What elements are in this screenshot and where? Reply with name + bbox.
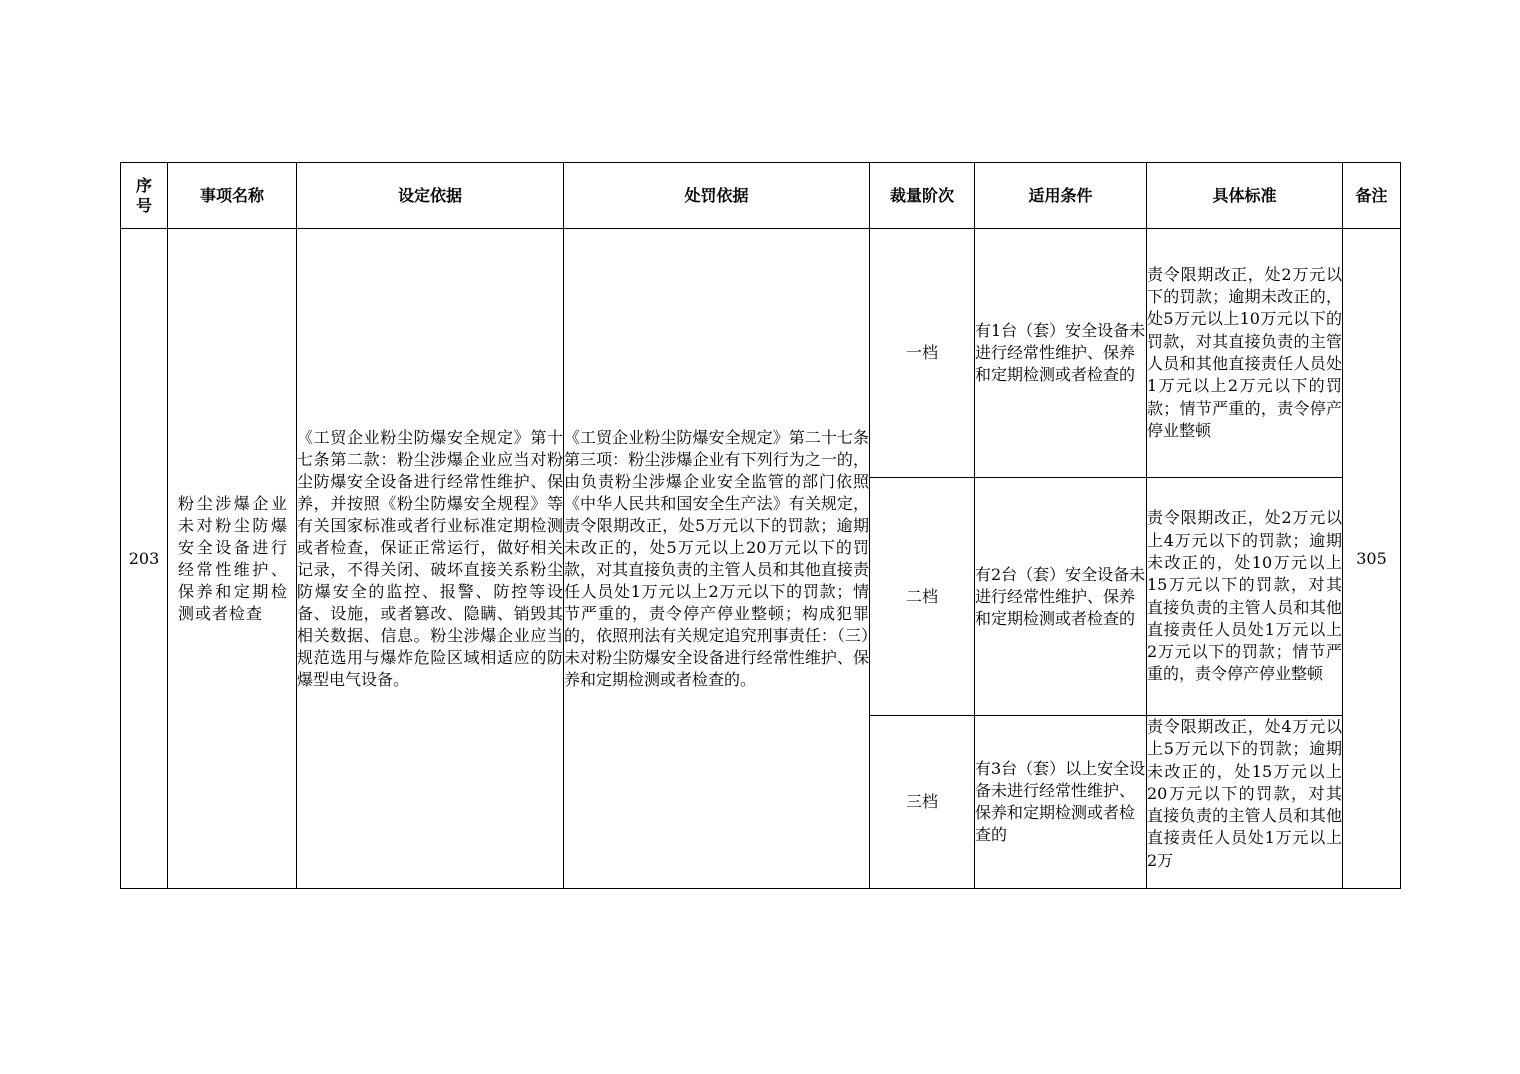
level-cell: 二档 <box>870 478 975 716</box>
penalty-standards-table <box>120 162 1401 889</box>
standard-cell: 责令限期改正，处2万元以下的罚款；逾期未改正的，处5万元以上10万元以下的罚款，对其直接负责的主管人员和其他直接责任人员处1万元以上2万元以下的罚款；情节严重的，责令停产停业整顿 <box>1147 229 1343 478</box>
serial-cell: 203 <box>121 229 168 889</box>
header-condition: 适用条件 <box>975 163 1147 229</box>
header-standard: 具体标准 <box>1147 163 1343 229</box>
header-remark: 备注 <box>1343 163 1401 229</box>
remark-cell: 305 <box>1343 229 1401 889</box>
condition-cell: 有1台（套）安全设备未进行经常性维护、保养和定期检测或者检查的 <box>975 229 1147 478</box>
basis-setting-cell: 《工贸企业粉尘防爆安全规定》第十七条第二款：粉尘涉爆企业应当对粉尘防爆安全设备进行经常性维护、保养，并按照《粉尘防爆安全规程》等有关国家标准或者行业标准定期检测或者检查，保证正常运行，做好相关记录，不得关闭、破坏直接关系粉尘防爆安全的监控、报警、防控等设备、设施，或者篡改、隐瞒、销毁其相关数据、信息。粉尘涉爆企业应当规范选用与爆炸危险区域相适应的防爆型电气设备。 <box>297 229 564 889</box>
table-row <box>121 229 1401 478</box>
standard-cell: 责令限期改正，处2万元以上4万元以下的罚款；逾期未改正的，处10万元以上15万元以下的罚款，对其直接负责的主管人员和其他直接责任人员处1万元以上2万元以下的罚款；情节严重的，责令停产停业整顿 <box>1147 478 1343 716</box>
header-row <box>121 163 1401 229</box>
header-item-name: 事项名称 <box>168 163 297 229</box>
header-serial: 序号 <box>121 163 168 229</box>
condition-cell: 有3台（套）以上安全设备未进行经常性维护、保养和定期检测或者检查的 <box>975 716 1147 889</box>
condition-cell: 有2台（套）安全设备未进行经常性维护、保养和定期检测或者检查的 <box>975 478 1147 716</box>
header-basis-penalty: 处罚依据 <box>564 163 870 229</box>
level-cell: 三档 <box>870 716 975 889</box>
standard-cell: 责令限期改正，处4万元以上5万元以下的罚款；逾期未改正的，处15万元以上20万元以下的罚款，对其直接负责的主管人员和其他直接责任人员处1万元以上2万 <box>1147 716 1343 889</box>
basis-penalty-cell: 《工贸企业粉尘防爆安全规定》第二十七条第三项：粉尘涉爆企业有下列行为之一的，由负责粉尘涉爆企业安全监管的部门依照《中华人民共和国安全生产法》有关规定，责令限期改正，处5万元以下的罚款；逾期未改正的，处5万元以上20万元以下的罚款，对其直接负责的主管人员和其他直接责任人员处1万元以上2万元以下的罚款；情节严重的，责令停产停业整顿；构成犯罪的，依照刑法有关规定追究刑事责任：（三）未对粉尘防爆安全设备进行经常性维护、保养和定期检测或者检查的。 <box>564 229 870 889</box>
item-name-cell: 粉尘涉爆企业未对粉尘防爆安全设备进行经常性维护、保养和定期检测或者检查 <box>168 229 297 889</box>
header-basis-setting: 设定依据 <box>297 163 564 229</box>
level-cell: 一档 <box>870 229 975 478</box>
header-level: 裁量阶次 <box>870 163 975 229</box>
